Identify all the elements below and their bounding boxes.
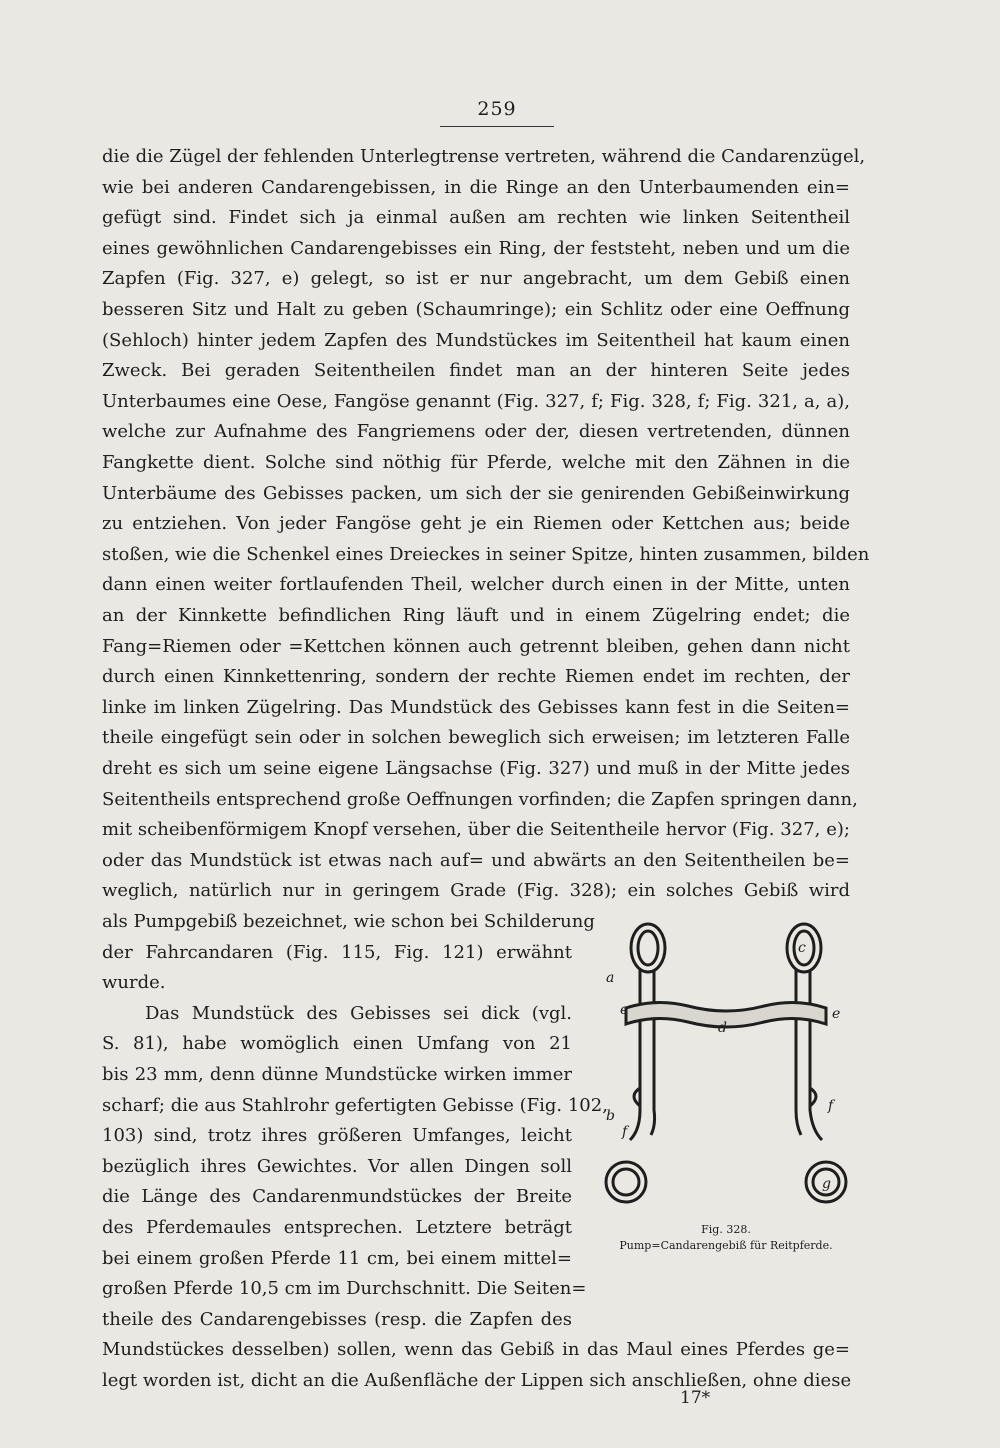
text-line: (Sehloch) hinter jedem Zapfen des Mundstückes im Seitentheil hat kaum einen [102, 329, 850, 351]
text-line: theile des Candarengebisses (resp. die Zapfen des [102, 1308, 572, 1330]
text-line: wurde. [102, 972, 166, 994]
text-line: linke im linken Zügelring. Das Mundstück des Gebisses kann fest in die Seiten= [102, 696, 850, 718]
figure-letter-b: b [606, 1108, 615, 1124]
figure-letter-e-left: e [620, 1002, 629, 1018]
page-number: 259 [477, 98, 517, 120]
figure-letter-f-left: f [622, 1124, 628, 1140]
text-line: die Länge des Candarenmundstückes der Breite [102, 1186, 572, 1208]
signature-mark: 17* [680, 1388, 711, 1408]
text-line: Zweck. Bei geraden Seitentheilen findet man an der hinteren Seite jedes [102, 360, 850, 382]
text-line: S. 81), habe womöglich einen Umfang von 21 [102, 1033, 572, 1055]
text-line: bei einem großen Pferde 11 cm, bei einem mittel= [102, 1247, 572, 1269]
text-line: eines gewöhnlichen Candarengebisses ein Ring, der feststeht, neben und um die [102, 237, 850, 259]
figure-letter-f-right: f [828, 1098, 834, 1114]
text-line: zu entziehen. Von jeder Fangöse geht je ein Riemen oder Kettchen aus; beide [102, 513, 850, 535]
figure-caption: Pump=Candarengebiß für Reitpferde. [619, 1239, 833, 1252]
text-line: theile eingefügt sein oder in solchen beweglich sich erweisen; im letzteren Falle [102, 727, 850, 749]
figure-label: Fig. 328. [701, 1223, 751, 1236]
text-line: oder das Mundstück ist etwas nach auf= und abwärts an den Seitentheilen be= [102, 849, 850, 871]
text-line: als Pumpgebiß bezeichnet, wie schon bei Schilderung [102, 911, 595, 932]
text-line: stoßen, wie die Schenkel eines Dreieckes in seiner Spitze, hinten zusammen, bilden [102, 543, 870, 565]
text-line: Unterbaumes eine Oese, Fangöse genannt (Fig. 327, f; Fig. 328, f; Fig. 321, a, a), [102, 390, 850, 412]
text-line: weglich, natürlich nur in geringem Grade (Fig. 328); ein solches Gebiß wird [102, 880, 850, 902]
figure-letter-c: c [798, 940, 806, 956]
page-number-rule [440, 126, 554, 127]
text-line: besseren Sitz und Halt zu geben (Schaumringe); ein Schlitz oder eine Oeffnung [102, 299, 850, 320]
text-line: großen Pferde 10,5 cm im Durchschnitt. Die Seiten= [102, 1278, 587, 1300]
text-line: mit scheibenförmigem Knopf versehen, über die Seitentheile hervor (Fig. 327, e); [102, 819, 850, 841]
text-line: 103) sind, trotz ihres größeren Umfanges, leicht [102, 1125, 572, 1147]
text-line: der Fahrcandaren (Fig. 115, Fig. 121) erwähnt [102, 941, 572, 963]
text-line: Unterbäume des Gebisses packen, um sich der sie genirenden Gebißeinwirkung [102, 482, 850, 504]
text-line: legt worden ist, dicht an die Außenfläche der Lippen sich anschließen, ohne diese [102, 1370, 852, 1391]
figure-letter-a: a [606, 970, 615, 986]
text-line: dreht es sich um seine eigene Längsachse (Fig. 327) und muß in der Mitte jedes [102, 758, 850, 779]
figure-letter-g: g [822, 1176, 831, 1192]
text-line: die die Zügel der fehlenden Unterlegtrense vertreten, während die Candarenzügel, [102, 146, 866, 167]
text-line: Das Mundstück des Gebisses sei dick (vgl. [145, 1002, 572, 1024]
text-line: dann einen weiter fortlaufenden Theil, welcher durch einen in der Mitte, unten [102, 574, 850, 596]
text-line: gefügt sind. Findet sich ja einmal außen am rechten wie linken Seitentheil [102, 207, 850, 229]
text-line: Fangkette dient. Solche sind nöthig für Pferde, welche mit den Zähnen in die [102, 452, 850, 473]
text-line: Mundstückes desselben) sollen, wenn das Gebiß in das Maul eines Pferdes ge= [102, 1339, 850, 1361]
text-line: Seitentheils entsprechend große Oeffnungen vorfinden; die Zapfen springen dann, [102, 788, 858, 810]
text-line: welche zur Aufnahme des Fangriemens oder der, diesen vertretenden, dünnen [102, 421, 850, 443]
text-line: des Pferdemaules entsprechen. Letztere beträgt [102, 1217, 572, 1238]
text-line: scharf; die aus Stahlrohr gefertigten Gebisse (Fig. 102, [102, 1094, 608, 1116]
figure-letter-e-right: e [832, 1006, 841, 1022]
text-line: durch einen Kinnkettenring, sondern der rechte Riemen endet im rechten, der [102, 666, 850, 688]
text-line: Fang=Riemen oder =Kettchen können auch getrennt bleiben, gehen dann nicht [102, 635, 850, 657]
figure-letter-d: d [718, 1020, 727, 1036]
curb-bit-illustration [596, 920, 856, 1220]
text-line: Zapfen (Fig. 327, e) gelegt, so ist er nur angebracht, um dem Gebiß einen [102, 268, 850, 290]
text-line: an der Kinnkette befindlichen Ring läuft und in einem Zügelring endet; die [102, 605, 850, 626]
text-line: bezüglich ihres Gewichtes. Vor allen Dingen soll [102, 1155, 572, 1177]
text-line: wie bei anderen Candarengebissen, in die Ringe an den Unterbaumenden ein= [102, 176, 850, 198]
text-line: bis 23 mm, denn dünne Mundstücke wirken immer [102, 1064, 572, 1085]
